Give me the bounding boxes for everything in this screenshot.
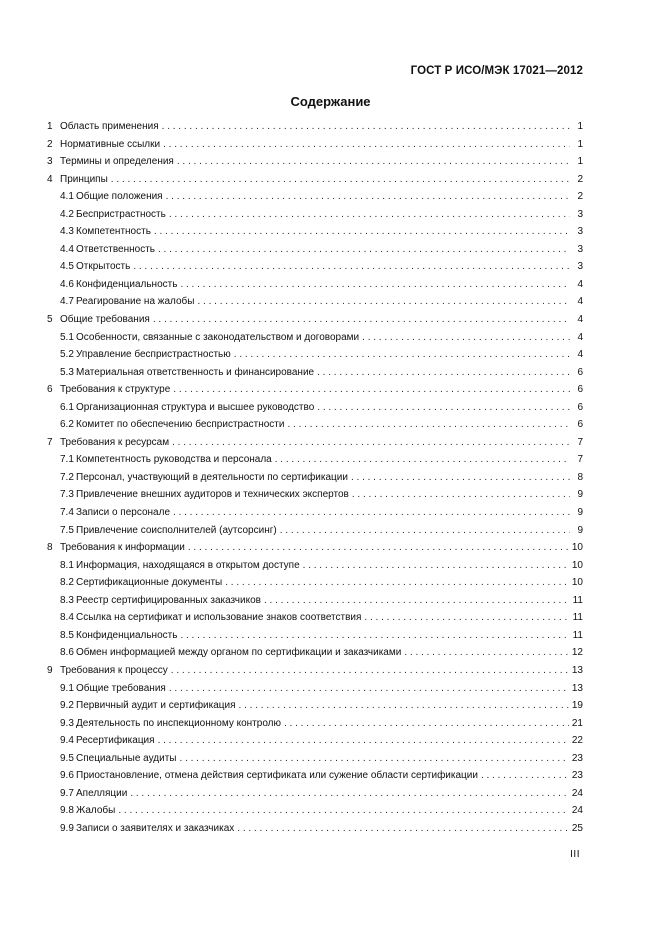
toc-dot-leader: [153, 314, 570, 325]
toc-entry: [47, 139, 583, 157]
toc-entry-page: 24: [571, 787, 583, 799]
toc-entry-number: 4: [47, 173, 53, 185]
toc-entry-page: 11: [572, 612, 583, 624]
toc-entry-page: 9: [577, 489, 583, 501]
toc-dot-leader: [284, 718, 569, 729]
toc-entry: [47, 402, 583, 420]
toc-entry: [47, 419, 583, 437]
toc-dot-leader: [275, 454, 570, 465]
toc-entry-page: 4: [577, 296, 583, 308]
toc-dot-leader: [317, 367, 570, 378]
toc-entry-number: 9: [47, 664, 53, 676]
toc-entry-number: 4.7: [60, 296, 74, 308]
toc-entry-number: 4.6: [60, 278, 74, 290]
toc-entry-title: Материальная ответственность и финансирование: [76, 366, 315, 378]
toc-entry-page: 7: [577, 436, 583, 448]
toc-dot-leader: [169, 683, 569, 694]
toc-entry-title: Общие положения: [76, 191, 163, 203]
toc-entry-title: Записи о заявителях и заказчиках: [76, 822, 235, 834]
toc-entry-page: 6: [577, 419, 583, 431]
toc-entry-title: Нормативные ссылки: [60, 138, 161, 150]
toc-entry: [47, 121, 583, 139]
toc-entry-number: 7: [47, 436, 53, 448]
toc-entry-number: 7.4: [60, 507, 74, 519]
toc-entry-page: 1: [577, 121, 583, 132]
toc-entry-title: Организационная структура и высшее руководство: [76, 401, 315, 413]
toc-entry-page: 12: [571, 647, 583, 659]
toc-entry: [47, 595, 583, 613]
toc-entry-page: 22: [571, 735, 583, 747]
toc-dot-leader: [163, 139, 570, 150]
toc-entry-page: 6: [577, 401, 583, 413]
toc-entry-page: 6: [577, 366, 583, 378]
toc-dot-leader: [237, 823, 569, 834]
toc-entry-number: 4.1: [60, 191, 74, 203]
toc-entry: [47, 683, 583, 701]
toc-entry-number: 3: [47, 156, 53, 168]
toc-entry-title: Реестр сертифицированных заказчиков: [76, 594, 261, 606]
toc-entry-title: Общие требования: [76, 682, 166, 694]
toc-entry-title: Компетентность руководства и персонала: [76, 454, 272, 466]
toc-entry-number: 7.3: [60, 489, 74, 501]
toc-entry-page: 25: [571, 822, 583, 834]
toc-entry-title: Жалобы: [76, 805, 116, 817]
toc-dot-leader: [177, 156, 570, 167]
toc-entry-title: Общие требования: [60, 314, 150, 326]
toc-dot-leader: [180, 630, 569, 641]
toc-dot-leader: [158, 244, 570, 255]
toc-entry-title: Ответственность: [76, 243, 155, 255]
toc-entry: [47, 226, 583, 244]
toc-entry-page: 2: [577, 191, 583, 203]
toc-entry-title: Термины и определения: [60, 156, 174, 168]
toc-entry-title: Информация, находящаяся в открытом доступе: [76, 559, 300, 571]
toc-entry-number: 5: [47, 314, 53, 326]
toc-entry: [47, 384, 583, 402]
toc-entry-number: 9.2: [60, 700, 74, 712]
toc-entry-page: 1: [577, 138, 583, 150]
toc-entry-page: 3: [577, 208, 583, 220]
toc-dot-leader: [172, 437, 570, 448]
toc-dot-leader: [180, 279, 570, 290]
toc-entry-title: Деятельность по инспекционному контролю: [76, 717, 281, 729]
toc-entry-title: Реагирование на жалобы: [76, 296, 195, 308]
toc-entry-number: 7.2: [60, 471, 74, 483]
toc-entry-title: Привлечение соисполнителей (аутсорсинг): [76, 524, 277, 536]
toc-entry: [47, 174, 583, 192]
toc-entry-title: Компетентность: [76, 226, 151, 238]
toc-entry-title: Область применения: [60, 121, 159, 132]
toc-entry-title: Открытость: [76, 261, 131, 273]
toc-entry: [47, 454, 583, 472]
toc-dot-leader: [404, 647, 569, 658]
toc-dot-leader: [188, 542, 569, 553]
toc-entry-number: 4.2: [60, 208, 74, 220]
toc-entry: [47, 525, 583, 543]
toc-dot-leader: [154, 226, 570, 237]
toc-entry-page: 4: [577, 331, 583, 343]
toc-entry-page: 23: [571, 752, 583, 764]
toc-dot-leader: [133, 261, 570, 272]
toc-entry: [47, 156, 583, 174]
toc-entry: [47, 489, 583, 507]
toc-entry-page: 19: [571, 700, 583, 712]
toc-entry: [47, 367, 583, 385]
toc-entry: [47, 191, 583, 209]
toc-dot-leader: [162, 121, 570, 132]
toc-entry: [47, 437, 583, 455]
toc-entry-page: 4: [577, 278, 583, 290]
toc-entry: [47, 577, 583, 595]
toc-entry-number: 9.5: [60, 752, 74, 764]
toc-dot-leader: [158, 735, 569, 746]
toc-entry-number: 8.6: [60, 647, 74, 659]
toc-entry-page: 4: [577, 349, 583, 361]
toc-entry-page: 6: [577, 384, 583, 396]
toc-entry-number: 4.3: [60, 226, 74, 238]
toc-entry-page: 3: [577, 261, 583, 273]
toc-entry: [47, 823, 583, 841]
toc-entry-page: 8: [577, 471, 583, 483]
toc-dot-leader: [362, 332, 570, 343]
toc-entry-number: 9.9: [60, 822, 74, 834]
toc-entry-page: 3: [577, 243, 583, 255]
toc-entry-title: Приостановление, отмена действия сертификата или сужение области сертификации: [76, 770, 478, 782]
toc-dot-leader: [225, 577, 569, 588]
toc-entry-title: Обмен информацией между органом по сертификации и заказчиками: [76, 647, 402, 659]
toc-entry: [47, 332, 583, 350]
toc-entry-title: Апелляции: [76, 787, 128, 799]
toc-entry-page: 7: [577, 454, 583, 466]
toc-entry-title: Требования к ресурсам: [60, 436, 170, 448]
toc-entry-title: Записи о персонале: [76, 507, 170, 519]
toc-entry: [47, 279, 583, 297]
toc-entry-title: Беспристрастность: [76, 208, 166, 220]
toc-entry-page: 11: [572, 629, 583, 641]
toc-dot-leader: [111, 174, 570, 185]
toc-entry-title: Первичный аудит и сертификация: [76, 700, 236, 712]
toc-entry: [47, 349, 583, 367]
toc-entry: [47, 770, 583, 788]
toc-entry-page: 24: [571, 805, 583, 817]
toc-entry: [47, 612, 583, 630]
toc-entry: [47, 788, 583, 806]
toc-entry-title: Ссылка на сертификат и использование знаков соответствия: [76, 612, 362, 624]
toc-entry: [47, 472, 583, 490]
toc-entry-number: 8.3: [60, 594, 74, 606]
toc-entry: [47, 630, 583, 648]
toc-dot-leader: [352, 489, 570, 500]
toc-entry: [47, 665, 583, 683]
toc-entry: [47, 647, 583, 665]
toc-entry-number: 8.2: [60, 577, 74, 589]
toc-entry-number: 8.1: [60, 559, 74, 571]
toc-list: [47, 121, 583, 840]
toc-entry-number: 9.6: [60, 770, 74, 782]
toc-entry: [47, 735, 583, 753]
toc-entry-title: Принципы: [60, 173, 108, 185]
toc-entry-page: 9: [577, 524, 583, 536]
toc-entry-page: 10: [571, 577, 583, 589]
toc-entry-page: 2: [577, 173, 583, 185]
toc-dot-leader: [197, 296, 570, 307]
toc-entry-title: Управление беспристрастностью: [76, 349, 231, 361]
toc-dot-leader: [317, 402, 570, 413]
toc-dot-leader: [364, 612, 569, 623]
toc-dot-leader: [234, 349, 570, 360]
toc-entry-title: Сертификационные документы: [76, 577, 223, 589]
toc-entry-number: 4.4: [60, 243, 74, 255]
toc-entry-title: Специальные аудиты: [76, 752, 177, 764]
toc-title: Содержание: [290, 94, 371, 109]
toc-entry-title: Привлечение внешних аудиторов и технических экспертов: [76, 489, 349, 501]
toc-entry: [47, 753, 583, 771]
toc-entry: [47, 296, 583, 314]
toc-entry-title: Персонал, участвующий в деятельности по сертификации: [76, 471, 348, 483]
page-number: III: [570, 849, 580, 860]
toc-dot-leader: [264, 595, 570, 606]
toc-entry: [47, 209, 583, 227]
toc-entry-title: Требования к процессу: [60, 664, 168, 676]
toc-entry-number: 9.8: [60, 805, 74, 817]
toc-entry-number: 2: [47, 138, 53, 150]
toc-entry-title: Особенности, связанные с законодательством и договорами: [76, 331, 360, 343]
toc-entry: [47, 718, 583, 736]
toc-entry-title: Комитет по обеспечению беспристрастности: [76, 419, 285, 431]
toc-entry-page: 3: [577, 226, 583, 238]
toc-dot-leader: [118, 805, 569, 816]
toc-entry-page: 21: [571, 717, 583, 729]
toc-entry-number: 7.1: [60, 454, 74, 466]
toc-dot-leader: [173, 384, 570, 395]
toc-dot-leader: [171, 665, 569, 676]
toc-entry-number: 6: [47, 384, 53, 396]
toc-entry: [47, 805, 583, 823]
toc-dot-leader: [239, 700, 569, 711]
toc-entry: [47, 542, 583, 560]
toc-entry-number: 8.4: [60, 612, 74, 624]
toc-entry-number: 8: [47, 542, 53, 554]
toc-entry-page: 13: [571, 682, 583, 694]
toc-entry-number: 6.1: [60, 401, 74, 413]
toc-entry-title: Конфиденциальность: [76, 278, 178, 290]
toc-dot-leader: [169, 209, 570, 220]
toc-entry-number: 9.7: [60, 787, 74, 799]
toc-dot-leader: [130, 788, 569, 799]
toc-dot-leader: [351, 472, 570, 483]
toc-entry-number: 5.3: [60, 366, 74, 378]
toc-entry-number: 9.3: [60, 717, 74, 729]
toc-entry-page: 11: [572, 594, 583, 606]
toc-entry-page: 1: [577, 156, 583, 168]
toc-entry: [47, 261, 583, 279]
toc-entry-number: 4.5: [60, 261, 74, 273]
toc-entry: [47, 560, 583, 578]
toc-entry-title: Конфиденциальность: [76, 629, 178, 641]
toc-entry-page: 9: [577, 507, 583, 519]
toc-entry-page: 10: [571, 559, 583, 571]
toc-entry-title: Требования к структуре: [60, 384, 171, 396]
toc-dot-leader: [287, 419, 570, 430]
toc-entry-title: Требования к информации: [60, 542, 185, 554]
toc-entry-number: 1: [47, 121, 53, 132]
toc-entry: [47, 507, 583, 525]
toc-entry-number: 7.5: [60, 524, 74, 536]
toc-entry-page: 10: [571, 542, 583, 554]
document-code: ГОСТ Р ИСО/МЭК 17021—2012: [410, 65, 583, 77]
toc-entry: [47, 314, 583, 332]
toc-entry-title: Ресертификация: [76, 735, 155, 747]
toc-entry: [47, 244, 583, 262]
toc-entry-page: 13: [571, 664, 583, 676]
toc-entry-number: 5.1: [60, 331, 74, 343]
toc-entry: [47, 700, 583, 718]
toc-dot-leader: [173, 507, 570, 518]
toc-entry-number: 9.4: [60, 735, 74, 747]
toc-entry-number: 8.5: [60, 629, 74, 641]
toc-dot-leader: [166, 191, 570, 202]
toc-entry-page: 4: [577, 314, 583, 326]
toc-entry-page: 23: [571, 770, 583, 782]
toc-entry-number: 5.2: [60, 349, 74, 361]
toc-entry-number: 6.2: [60, 419, 74, 431]
toc-entry-number: 9.1: [60, 682, 74, 694]
toc-dot-leader: [280, 525, 570, 536]
toc-dot-leader: [179, 753, 568, 764]
toc-dot-leader: [303, 560, 569, 571]
toc-dot-leader: [481, 770, 569, 781]
